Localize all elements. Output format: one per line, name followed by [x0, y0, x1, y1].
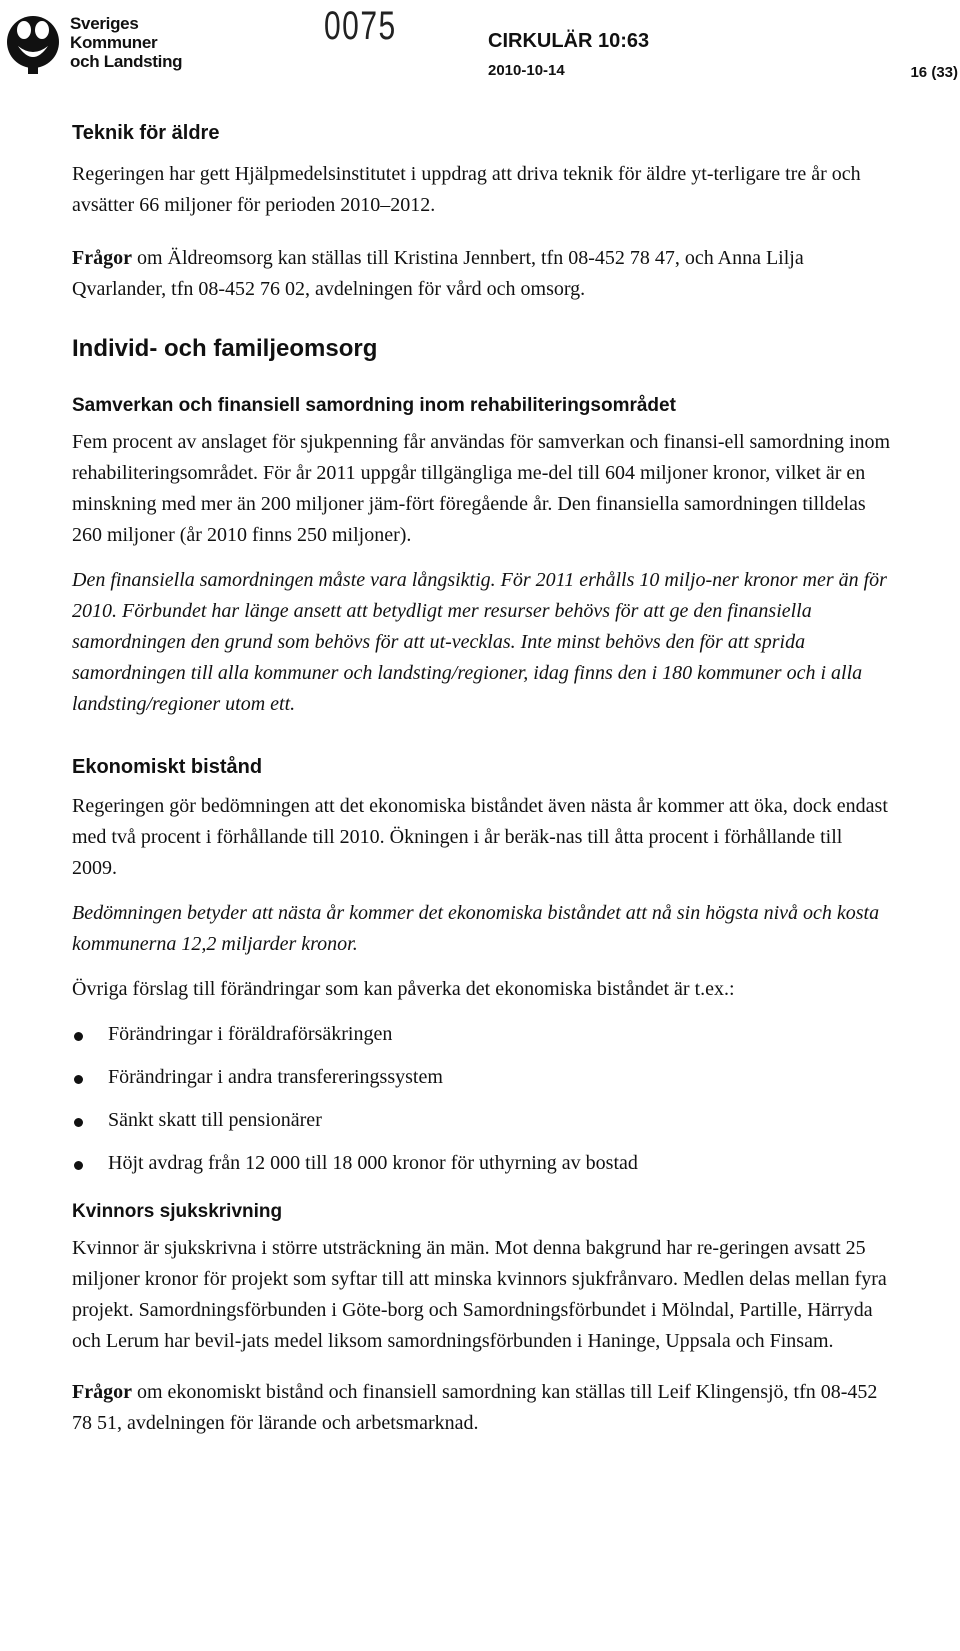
- subheading-samverkan: Samverkan och finansiell samordning inom rehabiliteringsområdet: [72, 395, 676, 416]
- heading-individ: Individ- och familjeomsorg: [72, 335, 378, 362]
- skl-logo-icon: [4, 12, 62, 74]
- circular-date: 2010-10-14: [488, 62, 565, 79]
- individ-paragraph-1: Fem procent av anslaget för sjukpenning får användas för samverkan och finansi-ell samordning inom rehabiliteringsområdet. För år 2011 uppgår tillgängliga me-del till 604 miljoner kronor, vilket är en minskning med mer än 200 miljoner jäm-fört föregående år. Den finansiella samordningen tilldelas 260 miljoner (år 2010 finns 250 miljoner).: [72, 431, 891, 546]
- teknik-paragraph-2: [72, 243, 892, 305]
- kvinnors-paragraph-1: Kvinnor är sjukskrivna i större utsträckning än män. Mot denna bakgrund har re-geringen avsatt 25 miljoner kronor för projekt som syftar till att minska kvinnors sjukfrånvaro. Medlen delas mellan fyra projekt. Samordningsförbunden i Göte-borg och Samordningsförbundet i Mölndal, Partille, Härryda och Lerum har bevil-jats medel liksom samordningsförbunden i Haninge, Uppsala och Finsam.: [72, 1237, 887, 1352]
- teknik-contact-text: om Äldreomsorg kan ställas till Kristina Jennbert, tfn 08-452 78 47, och Anna Lilja Qvarlander, tfn 08-452 76 02, avdelningen för vård och omsorg.: [72, 247, 804, 300]
- kvinnors-contact-text: om ekonomiskt bistånd och finansiell samordning kan ställas till Leif Klingensjö, tfn 08-452 78 51, avdelningen för lärande och arbetsmarknad.: [72, 1381, 878, 1434]
- questions-lead: Frågor: [72, 247, 132, 269]
- list-item: Förändringar i andra transfereringssystem: [72, 1062, 892, 1093]
- teknik-paragraph-1: Regeringen har gett Hjälpmedelsinstitutet i uppdrag att driva teknik för äldre yt-terligare tre år och avsätter 66 miljoner för perioden 2010–2012.: [72, 163, 861, 216]
- org-line-3: och Landsting: [70, 52, 183, 71]
- org-line-2: Kommuner: [70, 33, 158, 52]
- kvinnors-paragraph-2: [72, 1377, 892, 1439]
- page-header: [0, 0, 960, 90]
- list-item: Sänkt skatt till pensionärer: [72, 1105, 892, 1136]
- individ-paragraph-2: Den finansiella samordningen måste vara långsiktig. För 2011 erhålls 10 miljo-ner kronor mer än för 2010. Förbundet har länge ansett att betydligt mer resurser behövs för att ge den finansiella samordningen den grund som behövs för att ut-vecklas. Inte minst behövs den för att sprida samordningen till alla kommuner och landsting/regioner, idag finns den i 180 kommuner och i alla landsting/regioner utom ett.: [72, 569, 887, 715]
- heading-kvinnors: Kvinnors sjukskrivning: [72, 1201, 283, 1222]
- heading-teknik: Teknik för äldre: [72, 122, 220, 144]
- heading-ekonomiskt: Ekonomiskt bistånd: [72, 756, 263, 778]
- list-item: Förändringar i föräldraförsäkringen: [72, 1019, 892, 1050]
- page-number: 16 (33): [910, 64, 958, 81]
- org-line-1: Sveriges: [70, 14, 139, 33]
- document-body: [72, 122, 892, 1439]
- document-stamp: 0075: [324, 4, 397, 48]
- questions-lead: Frågor: [72, 1381, 132, 1403]
- circular-number: CIRKULÄR 10:63: [488, 30, 650, 52]
- list-item: Höjt avdrag från 12 000 till 18 000 kronor för uthyrning av bostad: [72, 1148, 892, 1179]
- ekonomiskt-paragraph-3: Övriga förslag till förändringar som kan påverka det ekonomiska biståndet är t.ex.:: [72, 978, 735, 1000]
- ekonomiskt-paragraph-1: Regeringen gör bedömningen att det ekonomiska biståndet även nästa år kommer att öka, dock endast med två procent i förhållande till 2010. Ökningen i år beräk-nas till åtta procent i förhållande till 2009.: [72, 795, 888, 879]
- org-name: [70, 14, 182, 71]
- ekonomiskt-paragraph-2: Bedömningen betyder att nästa år kommer det ekonomiska biståndet att nå sin högsta nivå och kosta kommunerna 12,2 miljarder kronor.: [72, 902, 880, 955]
- bullet-list: [72, 1019, 892, 1179]
